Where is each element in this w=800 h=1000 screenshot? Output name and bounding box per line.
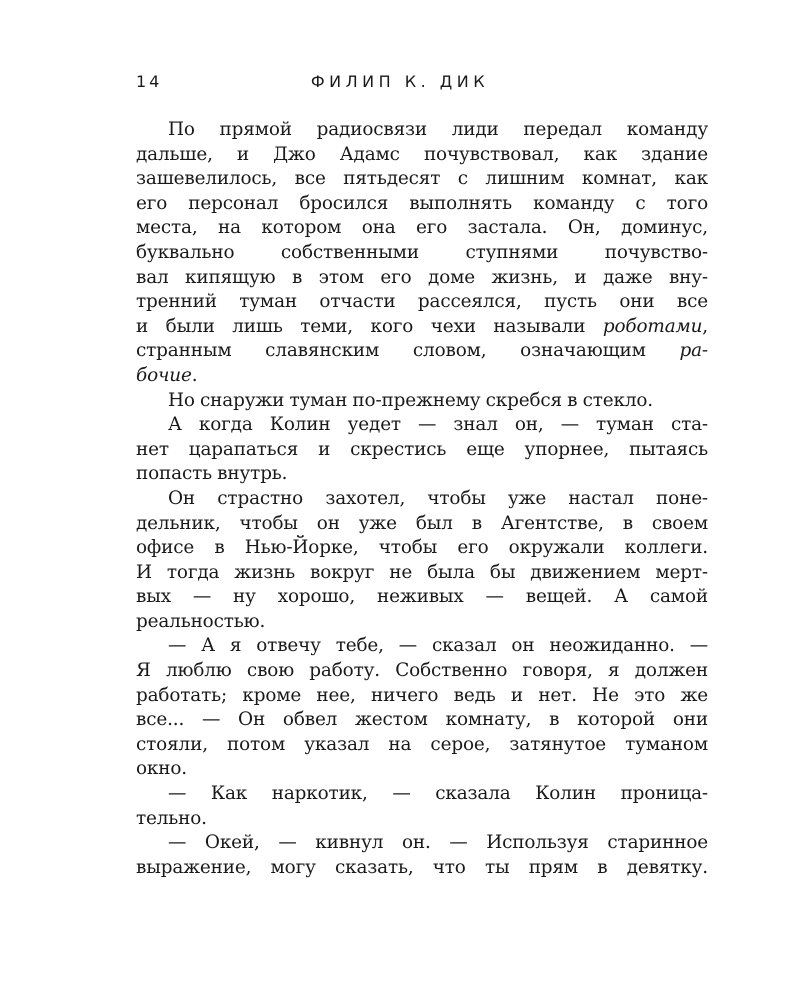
text-line: зашевелилось, все пятьдесят с лишним комнат, как <box>136 168 708 190</box>
italic-word: роботами <box>602 315 703 337</box>
text-line: — Как наркотик, — сказала Колин проница- <box>168 783 708 805</box>
text-line: места, на котором она его застала. Он, доминус, <box>136 217 708 239</box>
text-line: А когда Колин уедет — знал он, — туман ста- <box>168 414 708 436</box>
text-line: и были лишь теми, кого чехи называли роботами, <box>136 315 708 337</box>
text-line: реальностью. <box>136 610 266 632</box>
text-line: попасть внутрь. <box>136 463 288 485</box>
text-line: выражение, могу сказать, что ты прям в девятку. <box>136 856 708 878</box>
paragraph <box>136 634 708 782</box>
body-text <box>136 118 708 880</box>
text-line: И тогда жизнь вокруг не была бы движением мерт- <box>136 561 708 583</box>
text-line: Я люблю свою работу. Собственно говоря, я должен <box>136 660 708 682</box>
paragraph <box>136 413 708 487</box>
paragraph <box>136 487 708 635</box>
text-line: Но снаружи туман по-прежнему скребся в стекло. <box>168 389 653 411</box>
text-line: — А я отвечу тебе, — сказал он неожиданно. — <box>168 635 708 657</box>
text-line: дальше, и Джо Адамс почувствовал, как здание <box>136 143 708 165</box>
text-line: окно. <box>136 758 187 780</box>
text-line: тренний туман отчасти рассеялся, пусть они все <box>136 291 708 313</box>
text-line: бочие. <box>136 364 198 386</box>
italic-word: бочие <box>136 364 192 386</box>
running-title: ФИЛИП К. ДИК <box>310 72 490 91</box>
text-line: По прямой радиосвязи лиди передал команду <box>168 119 708 140</box>
paragraph <box>136 118 708 389</box>
text-line: Он страстно захотел, чтобы уже настал поне- <box>168 487 708 509</box>
paragraph <box>136 782 708 831</box>
page-number: 14 <box>136 72 163 91</box>
italic-word: ра- <box>679 340 708 362</box>
paragraph <box>136 831 708 880</box>
text-line: — Окей, — кивнул он. — Используя старинное <box>168 832 708 854</box>
text-line: вых — ну хорошо, неживых — вещей. А самой <box>136 586 708 608</box>
text-line: стояли, потом указал на серое, затянутое туманом <box>136 733 708 755</box>
text-line: его персонал бросился выполнять команду с того <box>136 192 708 214</box>
text-line: дельник, чтобы он уже был в Агентстве, в своем <box>136 512 708 534</box>
paragraph <box>136 389 708 414</box>
text-line: буквально собственными ступнями почувство- <box>136 241 708 263</box>
text-line: тельно. <box>136 807 207 829</box>
text-line: вал кипящую в этом его доме жизнь, и даже вну- <box>136 266 708 288</box>
text-line: офисе в Нью-Йорке, чтобы его окружали коллеги. <box>136 537 708 559</box>
text-line: все... — Он обвел жестом комнату, в которой они <box>136 709 708 731</box>
text-line: нет царапаться и скрестись еще упорнее, пытаясь <box>136 438 708 460</box>
text-line: странным славянским словом, означающим ра- <box>136 340 708 362</box>
text-line: работать; кроме нее, ничего ведь и нет. Не это же <box>136 684 708 706</box>
